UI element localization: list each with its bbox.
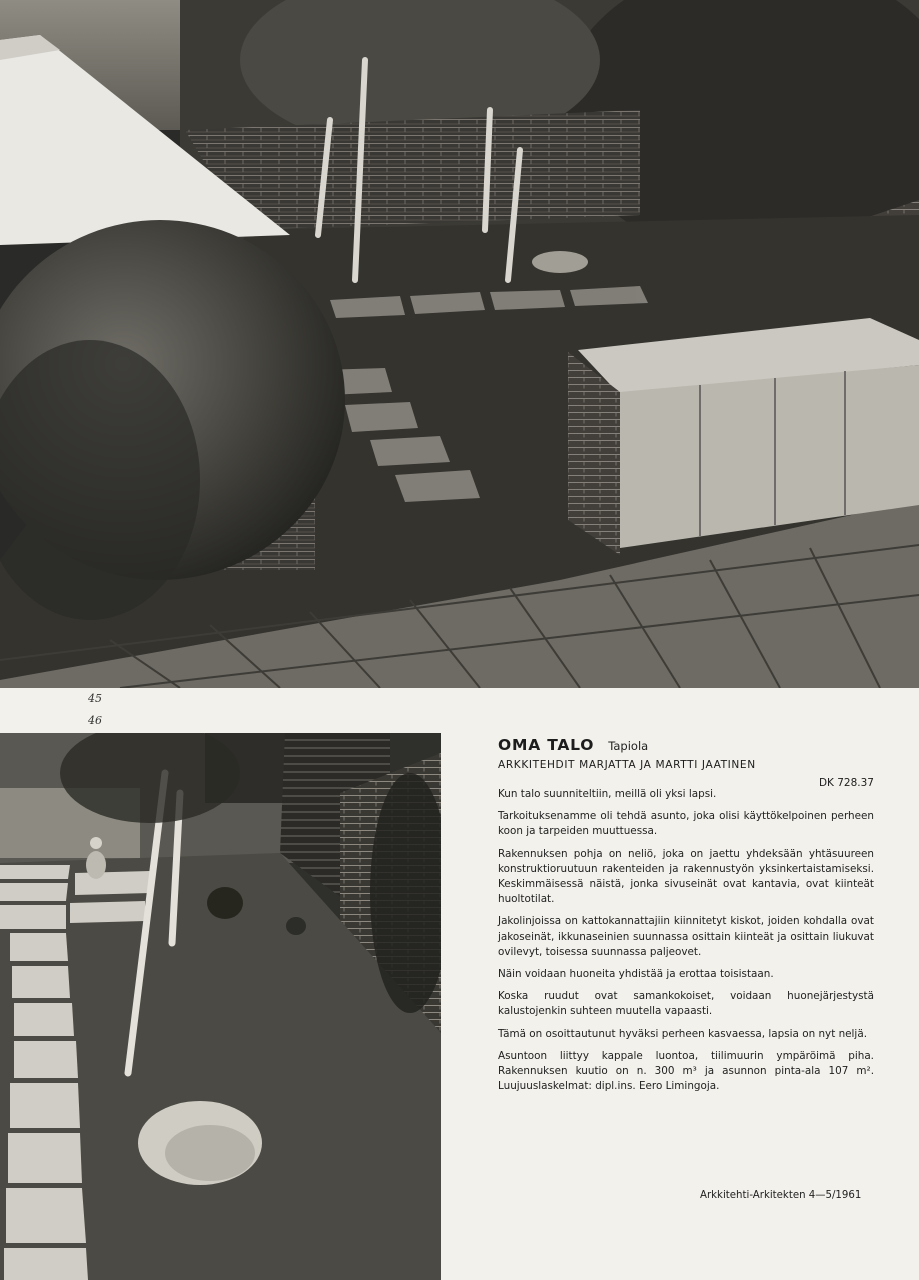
paragraph: Jakolinjoissa on kattokannattajiin kiinnitetyt kiskot, joiden kohdalla ovat jakoseinät, ikkunaseinien suunnassa osittain kiinteät ja osittain liukuvat ovilevyt, toisessa suunnassa paljeovet. bbox=[498, 915, 874, 958]
article-location: Tapiola bbox=[608, 739, 649, 753]
paragraph: Rakennuksen pohja on neliö, joka on jaettu yhdeksään yhtäsuureen konstruktioruutuun rakenteiden ja rakennustyön yksinkertaistamiseksi. Keskimmäisessä näistä, jonka sivuseinät ovat kantavia, ovat kiinteät huoltotilat. bbox=[498, 847, 874, 906]
paragraph: Koska ruudut ovat samankokoiset, voidaan huonejärjestystä kalustojenkin suhteen muutella vapaasti. bbox=[498, 990, 874, 1018]
journal-footer: Arkkitehti-Arkitekten 4—5/1961 bbox=[700, 1190, 862, 1201]
paragraph: Näin voidaan huoneita yhdistää ja erottaa toisistaan. bbox=[498, 968, 774, 981]
figure-number-45: 45 bbox=[88, 692, 102, 705]
paragraph: Kun talo suunniteltiin, meillä oli yksi lapsi. bbox=[498, 788, 717, 800]
article-architects: ARKKITEHDIT MARJATTA JA MARTTI JAATINEN bbox=[498, 759, 756, 771]
classification-number: DK 728.37 bbox=[818, 777, 874, 789]
paragraph: Asuntoon liittyy kappale luontoa, tiilimuurin ympäröimä piha. Rakennuksen kuutio on n. 300 m³ ja asunnon pinta-ala 107 m². Luujuuslaskelmat: dipl.ins. Eero Limingoja. bbox=[498, 1049, 874, 1093]
article bbox=[498, 736, 874, 1101]
paragraph: Tämä on osoittautunut hyväksi perheen kasvaessa, lapsia on nyt neljä. bbox=[498, 1027, 867, 1040]
figure-number-46: 46 bbox=[88, 714, 102, 727]
paragraph: Tarkoituksenamme oli tehdä asunto, joka olisi käyttökelpoinen perheen koon ja tarpeiden muuttuessa. bbox=[498, 810, 874, 838]
article-title: OMA TALO bbox=[498, 736, 595, 754]
courtyard-photo-bottom bbox=[0, 733, 441, 1280]
title-line bbox=[498, 736, 874, 754]
